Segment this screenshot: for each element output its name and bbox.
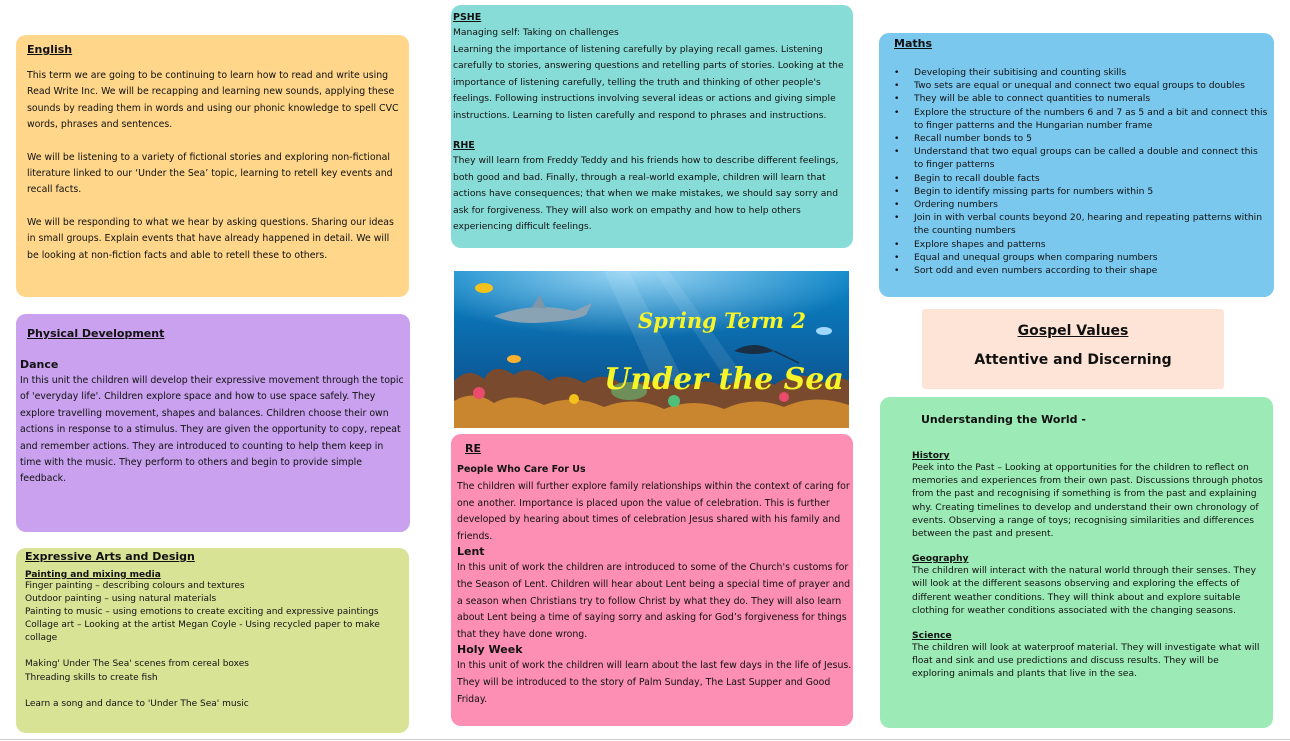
re-section-title: Lent <box>457 545 485 559</box>
arts-line: Painting to music – using emotions to create exciting and expressive paintings <box>25 607 379 618</box>
fish-icon <box>507 355 521 363</box>
list-item: • Explore shapes and patterns <box>894 238 1268 251</box>
list-item: • Understand that two equal groups can be called a double and connect this to finger patterns <box>894 145 1268 171</box>
arts-line: Collage art – Looking at the artist Megan Coyle - Using recycled paper to make collage <box>25 620 380 644</box>
re-section-text: In this unit of work the children will learn about the last few days in the life of Jesus. They will be introduced to the story of Palm Sunday, The Last Supper and Good Friday. <box>457 660 852 705</box>
page-bottom-divider <box>0 739 1290 740</box>
rhe-text: They will learn from Freddy Teddy and his friends how to describe different feelings, both good and bad. Finally, through a real-world example, children will learn that actions have consequences; that when we make mistakes, we should say sorry and ask for forgiveness. They will also work on empathy and how to help others experiencing difficult feelings. <box>453 155 839 232</box>
pshe-intro: Managing self: Taking on challenges <box>453 27 619 38</box>
geography-heading: Geography <box>912 553 969 565</box>
arts-heading: Expressive Arts and Design <box>25 550 195 563</box>
expressive-arts-panel <box>16 548 409 733</box>
history-text: Peek into the Past – Looking at opportunities for the children to reflect on memories and experiences from their own past. Discussions through photos from the past and recognising if something is from the past and explaining why. Creating timelines to develop and understand their own chronology of events. Observing a range of toys; recognising similarities and differences between the past and present. <box>912 462 1263 540</box>
list-item: • Recall number bonds to 5 <box>894 132 1268 145</box>
rhe-heading: RHE <box>453 140 475 151</box>
pshe-text: Learning the importance of listening carefully by playing recall games. Listening carefully to stories, answering questions and retelling parts of stories. Looking at the importance of listening carefully, telling the truth and thinking of other people's feelings. Following instructions involving several ideas or actions and giving simple instructions. Learning to listen carefully and respond to phrases and instructions. <box>453 43 844 121</box>
history-heading: History <box>912 450 950 461</box>
arts-line: Threading skills to create fish <box>25 672 158 683</box>
fish-icon <box>475 283 493 293</box>
physical-subheading: Dance <box>20 358 59 371</box>
list-item: • Ordering numbers <box>894 198 1268 211</box>
gospel-title: Gospel Values <box>1017 323 1129 339</box>
pshe-panel <box>451 5 853 248</box>
fish-icon <box>816 327 832 335</box>
arts-line: Outdoor painting – using natural materials <box>25 594 217 605</box>
maths-heading: Maths <box>894 37 933 50</box>
list-item: • Join in with verbal counts beyond 20, hearing and repeating patterns within the counting numbers <box>894 211 1268 237</box>
list-item: • Begin to recall double facts <box>894 172 1268 185</box>
banner-line-1: Spring Term 2 <box>638 308 806 333</box>
arts-line: Finger painting – describing colours and textures <box>25 581 245 591</box>
english-heading: English <box>27 43 73 56</box>
banner-illustration <box>454 271 849 428</box>
world-heading: Understanding the World - <box>921 413 1086 426</box>
re-section-title: People Who Care For Us <box>457 464 586 475</box>
list-item: • Equal and unequal groups when comparing numbers <box>894 251 1268 264</box>
pshe-heading: PSHE <box>453 12 482 23</box>
list-item: • Two sets are equal or unequal and connect two equal groups to doubles <box>894 79 1268 92</box>
list-item: • Sort odd and even numbers according to their shape <box>894 264 1268 277</box>
english-panel <box>16 35 409 297</box>
science-heading: Science <box>912 630 952 642</box>
arts-subheading: Painting and mixing media <box>25 570 161 580</box>
list-item: • They will be able to connect quantities to numerals <box>894 92 1268 105</box>
re-panel <box>451 434 853 726</box>
understanding-world-panel <box>880 397 1273 728</box>
maths-list <box>894 66 1268 277</box>
banner-line-2: Under the Sea <box>604 362 844 397</box>
maths-panel <box>879 33 1274 297</box>
re-section-text: The children will further explore family relationships within the context of caring for one another. Importance is placed upon the value of celebration. This is further developed by hearing about times of celebration Jesus shared with his family and friends. <box>457 481 850 542</box>
arts-closing: Learn a song and dance to 'Under The Sea' music <box>25 698 249 709</box>
physical-text: In this unit the children will develop their expressive movement through the topic of 'everyday life'. Children explore space and how to use space safely. They explore travelling movement, shapes and balances. Children choose their own actions in response to a stimulus. They are given the opportunity to copy, repeat and remember actions. They are introduced to counting to help them keep in time with the music. They perform to others and begin to provide simple feedback. <box>20 375 404 485</box>
re-section-text: In this unit of work the children are introduced to some of the Church's customs for the Season of Lent. Children will hear about Lent being a special time of prayer and a season when Christians try to follow Christ by what they do. They will also learn about Lent being a time of saying sorry and asking for God’s forgiveness for things that they have done wrong. <box>457 562 851 640</box>
re-heading: RE <box>465 442 481 455</box>
list-item: • Explore the structure of the numbers 6 and 7 as 5 and a bit and connect this to finger patterns and the Hungarian number frame <box>894 106 1268 132</box>
gospel-subtitle: Attentive and Discerning <box>974 352 1172 368</box>
gospel-values-panel <box>922 309 1224 389</box>
arts-line: Making' Under The Sea' scenes from cereal boxes <box>25 659 249 670</box>
english-paragraph-2: We will be listening to a variety of fictional stories and exploring non-fictional literature linked to our ‘Under the Sea’ topic, learning to retell key events and recall facts. <box>27 151 393 196</box>
list-item: • Begin to identify missing parts for numbers within 5 <box>894 185 1268 198</box>
list-item: • Developing their subitising and counting skills <box>894 66 1268 79</box>
under-the-sea-banner <box>454 271 849 428</box>
physical-heading: Physical Development <box>27 327 165 340</box>
english-paragraph-1: This term we are going to be continuing to learn how to read and write using Read Write Inc. We will be recapping and learning new sounds, applying these sounds by reading them in words and using our phonic knowledge to spell CVC words, phrases and sentences. <box>27 70 399 131</box>
physical-development-panel <box>16 314 410 532</box>
geography-text: The children will interact with the natural world through their senses. They will look at the different seasons observing and exploring the effects of different weather conditions. They will think about and explore suitable clothing for weather conditions associated with the changing seasons. <box>912 565 1257 616</box>
science-text: The children will look at waterproof material. They will investigate what will float and sink and use predictions and discuss results. They will be exploring animals and plants that live in the sea. <box>912 642 1260 680</box>
english-paragraph-3: We will be responding to what we hear by asking questions. Sharing our ideas in small groups. Explain events that have already happened in detail. We will be looking at non-fiction facts and able to retell these to others. <box>27 216 394 261</box>
re-section-title: Holy Week <box>457 643 523 657</box>
